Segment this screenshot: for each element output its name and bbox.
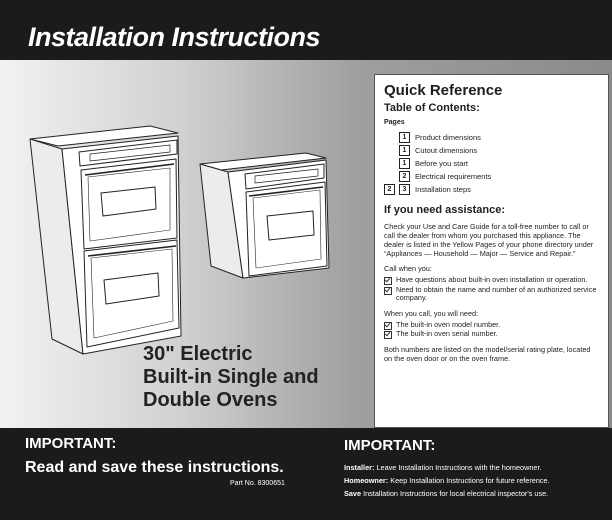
footer-instruction-text: Installation Instructions for local electrical inspector's use. <box>363 489 549 498</box>
toc-item <box>384 171 600 184</box>
footer-instruction <box>344 463 542 472</box>
serial-location-text: Both numbers are listed on the model/serial rating plate, located on the oven door or on the oven frame. <box>384 344 591 363</box>
checklist-item <box>384 286 600 303</box>
read-save-notice: Read and save these instructions. <box>25 459 284 476</box>
toc-item <box>384 145 600 158</box>
assistance-title: If you need assistance: <box>384 204 506 216</box>
important-heading-left: IMPORTANT: <box>25 435 117 452</box>
checklist-item <box>384 330 600 339</box>
toc-list <box>384 132 600 197</box>
footer-instruction <box>344 476 550 485</box>
checklist-item <box>384 321 600 330</box>
single-oven-illustration <box>200 153 329 278</box>
alt-page-number-box: 2 <box>384 184 395 195</box>
page-title: Installation Instructions <box>28 22 321 52</box>
quick-reference-title: Quick Reference <box>384 82 503 99</box>
toc-item-label: Installation steps <box>415 185 471 194</box>
product-title-line: Built-in Single and <box>143 366 319 388</box>
checklist-item-text: Have questions about built-in oven installation or operation. <box>396 275 588 284</box>
checkbox-icon <box>384 322 392 330</box>
page-number-box: 2 <box>399 171 410 182</box>
footer-instruction-text: Keep Installation Instructions for future reference. <box>390 476 550 485</box>
page-number-box: 1 <box>399 132 410 143</box>
hero-panel <box>0 60 612 428</box>
table-of-contents-title: Table of Contents: <box>384 102 480 114</box>
toc-item <box>384 158 600 171</box>
product-title-line: 30" Electric <box>143 343 253 365</box>
footer-bar <box>0 428 612 520</box>
page-number-box: 1 <box>399 145 410 156</box>
checkbox-icon <box>384 287 392 295</box>
toc-item-label: Before you start <box>415 159 468 168</box>
checklist-item-text: The built-in oven serial number. <box>396 329 498 339</box>
page-number-box: 1 <box>399 158 410 169</box>
footer-instruction-text: Leave Installation Instructions with the homeowner. <box>376 463 542 472</box>
checklist-item <box>384 276 600 285</box>
assistance-text: Check your Use and Care Guide for a toll-free number to call or call the dealer from whom you purchased this appliance. The dealer is listed in the Yellow Pages of your phone directory under “Appliances — Household — Major — Service and Repair.” <box>384 222 594 258</box>
product-title-line: Double Ovens <box>143 389 278 411</box>
pages-label: Pages <box>384 119 405 126</box>
checkbox-icon <box>384 277 392 285</box>
toc-item <box>384 184 600 197</box>
checklist-item-text: The built-in oven model number. <box>396 319 501 329</box>
checkbox-icon <box>384 331 392 339</box>
toc-item-label: Electrical requirements <box>415 172 492 181</box>
header-bar <box>0 0 612 60</box>
important-heading-right: IMPORTANT: <box>344 437 436 454</box>
quick-reference-panel <box>374 74 609 428</box>
page-number-box: 3 <box>399 184 410 195</box>
product-title <box>143 343 319 412</box>
footer-instruction <box>344 489 548 498</box>
footer-instruction-label: Save <box>344 489 362 498</box>
toc-item-label: Product dimensions <box>415 133 481 142</box>
footer-instruction-label: Installer: <box>344 463 375 472</box>
double-oven-illustration <box>30 126 181 354</box>
footer-instruction-label: Homeowner: <box>344 476 389 485</box>
need-checklist <box>384 321 600 339</box>
when-call-label: When you call, you will need: <box>384 308 479 318</box>
call-checklist <box>384 276 600 303</box>
checklist-item-text: Need to obtain the name and number of an authorized service company. <box>396 284 597 303</box>
part-number: Part No. 8300651 <box>230 480 285 487</box>
toc-item <box>384 132 600 145</box>
call-when-label: Call when you: <box>384 264 432 273</box>
toc-item-label: Cutout dimensions <box>415 146 478 155</box>
